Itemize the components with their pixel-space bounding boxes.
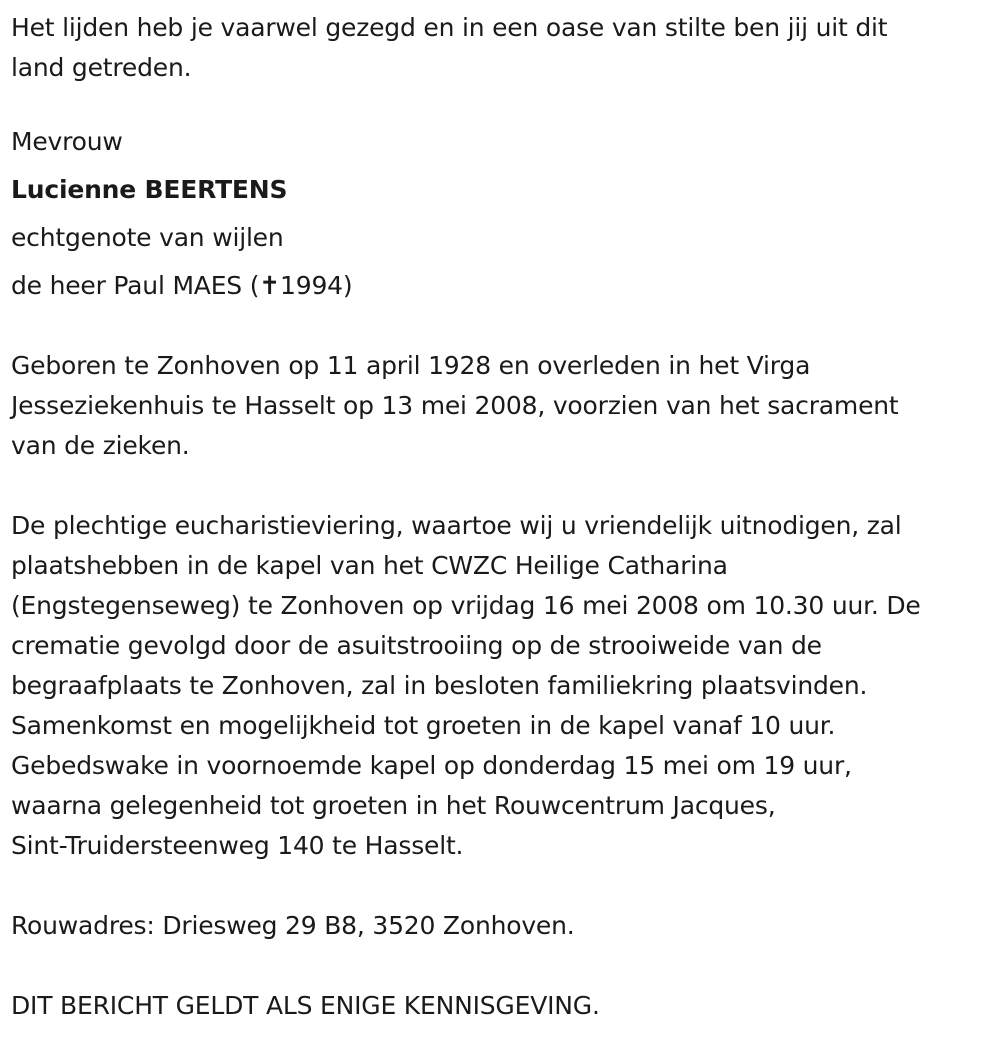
ceremony-line: waarna gelegenheid tot groeten in het Rouwcentrum Jacques, bbox=[11, 791, 776, 820]
ceremony-line: crematie gevolgd door de asuitstrooiing op de strooiweide van de bbox=[11, 631, 822, 660]
ceremony-line: plaatshebben in de kapel van het CWZC Heilige Catharina bbox=[11, 551, 728, 580]
ceremony-line: (Engstegenseweg) te Zonhoven op vrijdag 16 mei 2008 om 10.30 uur. De bbox=[11, 591, 921, 620]
salutation: Mevrouw bbox=[11, 127, 123, 156]
ceremony-line: Samenkomst en mogelijkheid tot groeten in de kapel vanaf 10 uur. bbox=[11, 711, 836, 740]
ceremony-line: Gebedswake in voornoemde kapel op donderdag 15 mei om 19 uur, bbox=[11, 751, 852, 780]
ceremony-paragraph bbox=[11, 506, 985, 866]
cross-icon: ✝ bbox=[259, 271, 281, 300]
intro-line: land getreden. bbox=[11, 53, 192, 82]
birth-death-paragraph bbox=[11, 346, 985, 466]
address-paragraph bbox=[11, 906, 985, 946]
birth-death-line: Geboren te Zonhoven op 11 april 1928 en overleden in het Virga bbox=[11, 351, 811, 380]
intro-paragraph bbox=[11, 8, 985, 88]
spouse-suffix: 1994) bbox=[280, 271, 353, 300]
mourning-address: Rouwadres: Driesweg 29 B8, 3520 Zonhoven. bbox=[11, 911, 575, 940]
ceremony-line: begraafplaats te Zonhoven, zal in besloten familiekring plaatsvinden. bbox=[11, 671, 868, 700]
deceased-name: Lucienne BEERTENS bbox=[11, 175, 288, 204]
ceremony-line: Sint-Truidersteenweg 140 te Hasselt. bbox=[11, 831, 464, 860]
notice-text: DIT BERICHT GELDT ALS ENIGE KENNISGEVING. bbox=[11, 991, 600, 1020]
ceremony-line: De plechtige eucharistieviering, waartoe wij u vriendelijk uitnodigen, zal bbox=[11, 511, 902, 540]
relation-text: echtgenote van wijlen bbox=[11, 223, 284, 252]
notice-paragraph bbox=[11, 986, 985, 1026]
spouse-prefix: de heer Paul MAES ( bbox=[11, 271, 260, 300]
spouse-line bbox=[11, 262, 985, 310]
birth-death-line: Jesseziekenhuis te Hasselt op 13 mei 2008, voorzien van het sacrament bbox=[11, 391, 899, 420]
intro-line: Het lijden heb je vaarwel gezegd en in een oase van stilte ben jij uit dit bbox=[11, 13, 888, 42]
birth-death-line: van de zieken. bbox=[11, 431, 190, 460]
person-block bbox=[11, 118, 985, 310]
